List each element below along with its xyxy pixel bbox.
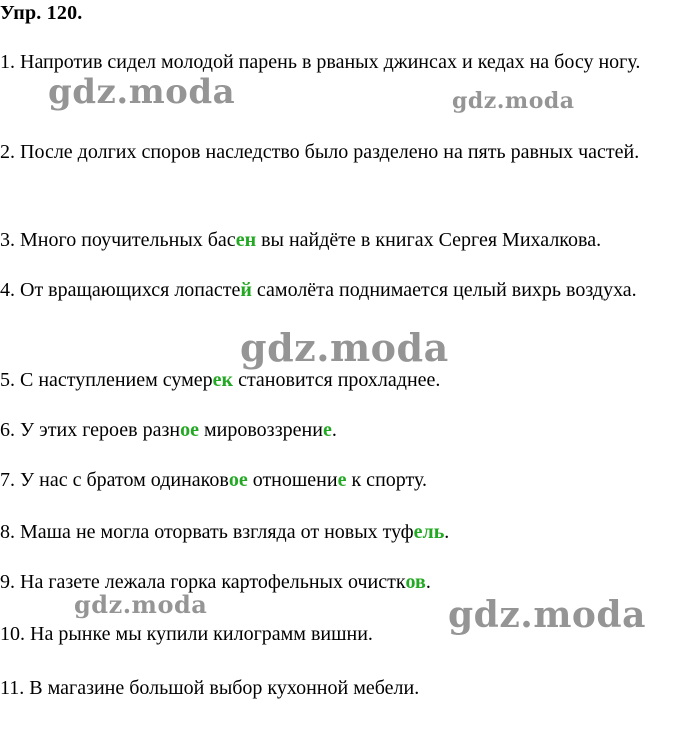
sentence-text: 6. У этих героев разн [0,419,181,441]
sentence-text: . [425,571,431,593]
highlighted-ending: ек [212,369,234,391]
exercise-title: Упр. 120. [0,2,83,24]
watermark: gdz.moda [448,594,646,636]
watermark: gdz.moda [240,325,449,370]
sentence-text: . [331,419,337,441]
sentence-8 [0,514,675,550]
sentence-text: 2. После долгих споров наследство было разделено на пять равных частей. [0,141,640,163]
sentence-text: 4. От вращающихся лопасте [0,279,241,301]
highlighted-ending: ое [180,419,199,441]
sentence-text: 10. На рынке мы купили килограмм вишни. [0,623,373,645]
sentence-7 [0,462,675,498]
watermark: gdz.moda [48,72,236,112]
sentence-text: отношени [247,469,338,491]
sentence-text: 3. Много поучительных бас [0,229,236,251]
sentence-text: 1. Напротив сидел молодой парень в рваных джинсах и кедах на босу ногу. [0,51,641,73]
sentence-text: самолёта поднимается целый вихрь воздуха. [251,279,637,301]
sentence-11 [0,670,675,706]
highlighted-ending: е [337,469,347,491]
sentence-2 [0,134,675,170]
sentence-4 [0,272,675,308]
highlighted-ending: й [240,279,252,301]
sentence-text: 11. В магазине большой выбор кухонной мебели. [0,677,420,699]
highlighted-ending: ен [235,229,257,251]
watermark: gdz.moda [74,590,208,619]
highlighted-ending: ое [228,469,248,491]
sentence-text: становится прохладнее. [233,369,441,391]
sentence-text: . [444,521,450,543]
watermark: gdz.moda [452,88,575,114]
sentence-text: мировоззрени [198,419,323,441]
sentence-text: вы найдёте в книгах Сергея Михалкова. [256,229,602,251]
highlighted-ending: ов [405,571,426,593]
sentence-3 [0,222,675,258]
sentence-text: 9. На газете лежала горка картофельных очистк [0,571,406,593]
sentence-6 [0,412,675,448]
sentence-text: 5. С наступлением сумер [0,369,213,391]
sentence-text: 7. У нас с братом одинаков [0,469,229,491]
sentence-text: 8. Маша не могла оторвать взгляда от новых туф [0,521,414,543]
highlighted-ending: е [322,419,332,441]
sentence-text: к спорту. [346,469,427,491]
highlighted-ending: ель [413,521,445,543]
